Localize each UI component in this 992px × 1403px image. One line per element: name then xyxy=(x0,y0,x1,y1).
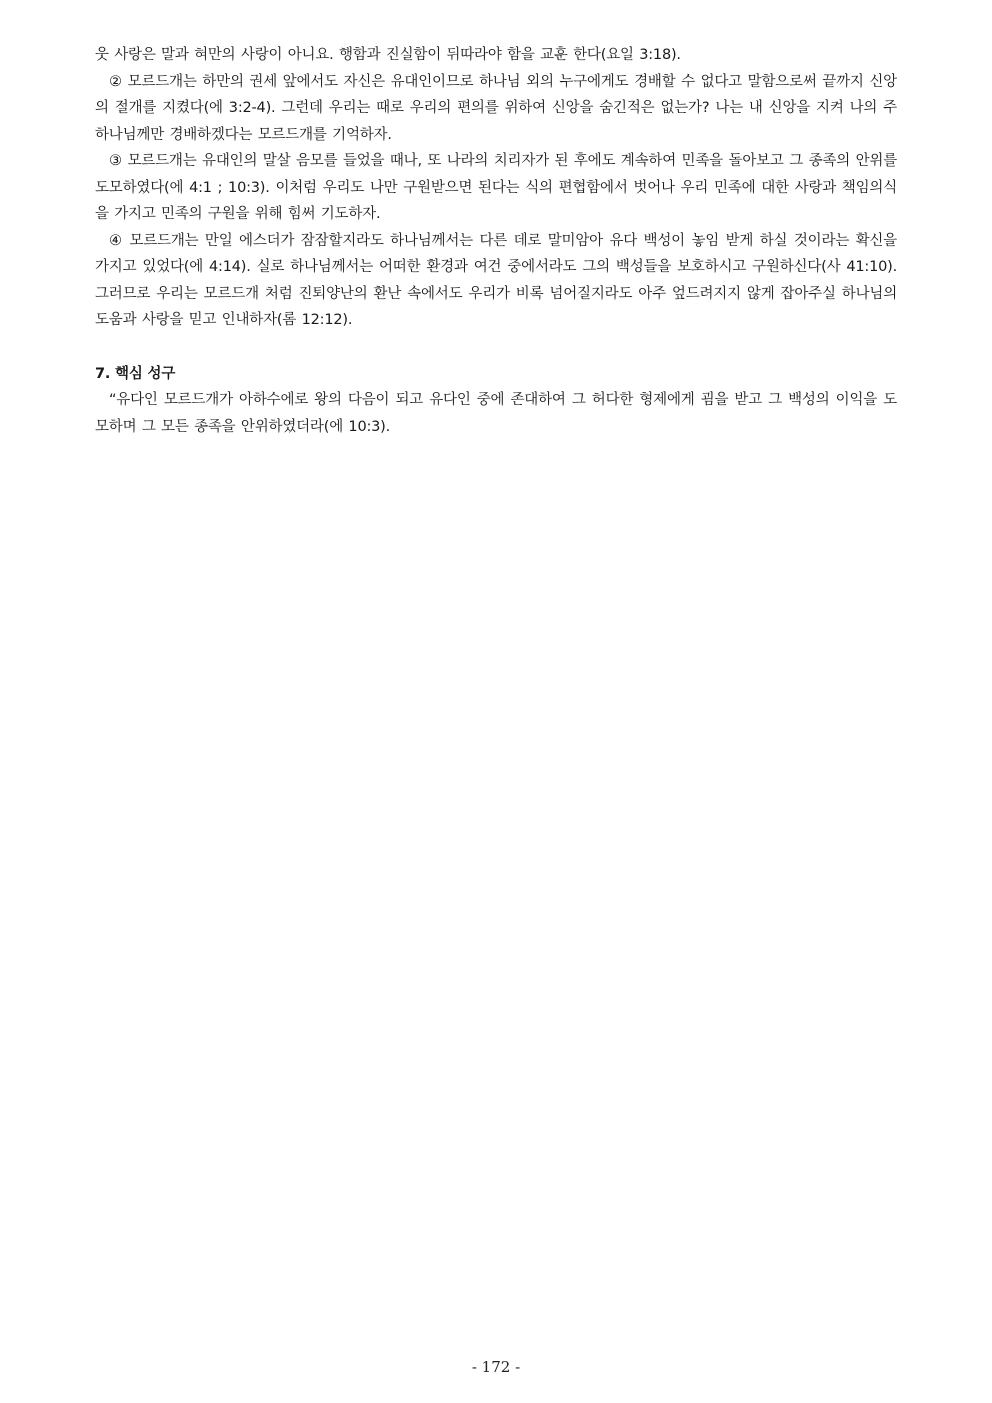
body-paragraph-4: ④ 모르드개는 만일 에스더가 잠잠할지라도 하나님께서는 다른 데로 말미암아 유다 백성이 놓임 받게 하실 것이라는 확신을 가지고 있었다(에 4:14). 실로 하나님께서는 어떠한 환경과 여건 중에서라도 그의 백성들을 보호하시고 구원하신다(사 41:10). 그러므로 우리는 모르드개 처럼 진퇴양난의 환난 속에서도 우리가 비록 넘어질지라도 아주 엎드려지지 않게 잡아주실 하나님의 도움과 사랑을 믿고 인내하자(롬 12:12). xyxy=(95,232,897,328)
section-key-verse xyxy=(95,361,897,441)
key-verse-text: “유다인 모르드개가 아하수에로 왕의 다음이 되고 유다인 중에 존대하여 그 허다한 형제에게 굄을 받고 그 백성의 이익을 도모하며 그 모든 종족을 안위하였더라(에 10:3). xyxy=(95,392,897,435)
body-paragraph-1: 웃 사랑은 말과 혀만의 사랑이 아니요. 행함과 진실함이 뒤따라야 함을 교훈 한다(요일 3:18). xyxy=(95,47,681,63)
page-content xyxy=(95,42,897,440)
section-heading: 7. 핵심 성구 xyxy=(95,365,176,382)
page-number: - 172 - xyxy=(471,1358,521,1376)
body-paragraph-2: ② 모르드개는 하만의 권세 앞에서도 자신은 유대인이므로 하나님 외의 누구에게도 경배할 수 없다고 말함으로써 끝까지 신앙의 절개를 지켰다(에 3:2-4). 그런데 우리는 때로 우리의 편의를 위하여 신앙을 숨긴적은 없는가? 나는 내 신앙을 지켜 나의 주 하나님께만 경배하겠다는 모르드개를 기억하자. xyxy=(95,73,897,143)
body-paragraph-3: ③ 모르드개는 유대인의 말살 음모를 들었을 때나, 또 나라의 치리자가 된 후에도 계속하여 민족을 돌아보고 그 종족의 안위를 도모하였다(에 4:1 ; 10:3). 이처럼 우리도 나만 구원받으면 된다는 식의 편협함에서 벗어나 우리 민족에 대한 사랑과 책임의식을 가지고 민족의 구원을 위해 힘써 기도하자. xyxy=(95,153,897,222)
